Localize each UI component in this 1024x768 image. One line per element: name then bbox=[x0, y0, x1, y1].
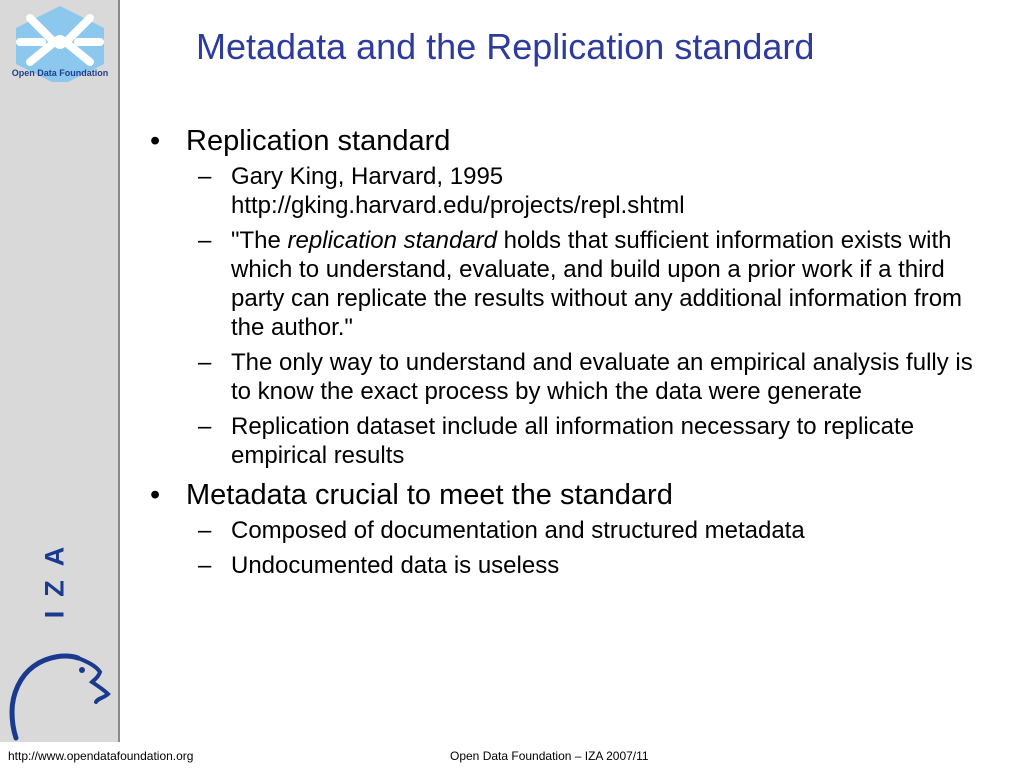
sub-bullet-definition bbox=[150, 226, 995, 342]
sub-bullet-prefix: "The bbox=[231, 227, 288, 254]
sub-bullet-url: http://gking.harvard.edu/projects/repl.shtml bbox=[231, 192, 685, 219]
sub-bullet-line: Gary King, Harvard, 1995 bbox=[231, 163, 504, 190]
slide-body bbox=[150, 120, 995, 580]
footer-url: http://www.opendatafoundation.org bbox=[8, 749, 194, 763]
bullet-text: Metadata crucial to meet the standard bbox=[186, 479, 673, 511]
dash-mark: – bbox=[198, 163, 212, 190]
bullet-mark: • bbox=[150, 479, 161, 511]
sub-bullet-text: Replication dataset include all information necessary to replicate empirical results bbox=[231, 413, 915, 469]
dash-mark: – bbox=[198, 517, 212, 544]
bullet-mark: • bbox=[150, 125, 161, 157]
sub-bullet-composed bbox=[150, 516, 995, 545]
footer-center-text: Open Data Foundation – IZA 2007/11 bbox=[450, 749, 649, 763]
iza-profile-icon bbox=[8, 652, 118, 742]
sub-bullet-gary-king bbox=[150, 162, 995, 220]
dash-mark: – bbox=[198, 413, 212, 440]
sub-bullet-rest: holds that sufficient information exists with which to understand, evaluate, and build upon a prior work if a third party can replicate the results without any additional information from the author." bbox=[231, 227, 963, 341]
sub-bullet-text: Undocumented data is useless bbox=[231, 552, 560, 579]
dash-mark: – bbox=[198, 349, 212, 376]
sub-bullet-text: Composed of documentation and structured metadata bbox=[231, 517, 805, 544]
iza-logo-text bbox=[37, 515, 73, 635]
sub-bullet-undocumented bbox=[150, 551, 995, 580]
sub-bullet-text: The only way to understand and evaluate an empirical analysis fully is to know the exact process by which the data were generate bbox=[231, 349, 973, 405]
sub-bullet-dataset bbox=[150, 412, 995, 470]
sub-bullet-empirical bbox=[150, 348, 995, 406]
bullet-metadata-crucial bbox=[150, 478, 995, 512]
sidebar bbox=[0, 0, 120, 742]
slide-title: Metadata and the Replication standard bbox=[196, 26, 815, 67]
logo-text: Open Data Foundation bbox=[11, 68, 109, 78]
dash-mark: – bbox=[198, 227, 212, 254]
iza-letters: IZA bbox=[39, 532, 70, 618]
sub-bullet-emphasis: replication standard bbox=[287, 227, 498, 254]
dash-mark: – bbox=[198, 552, 212, 579]
bullet-replication-standard bbox=[150, 124, 995, 158]
bullet-text: Replication standard bbox=[186, 125, 451, 157]
